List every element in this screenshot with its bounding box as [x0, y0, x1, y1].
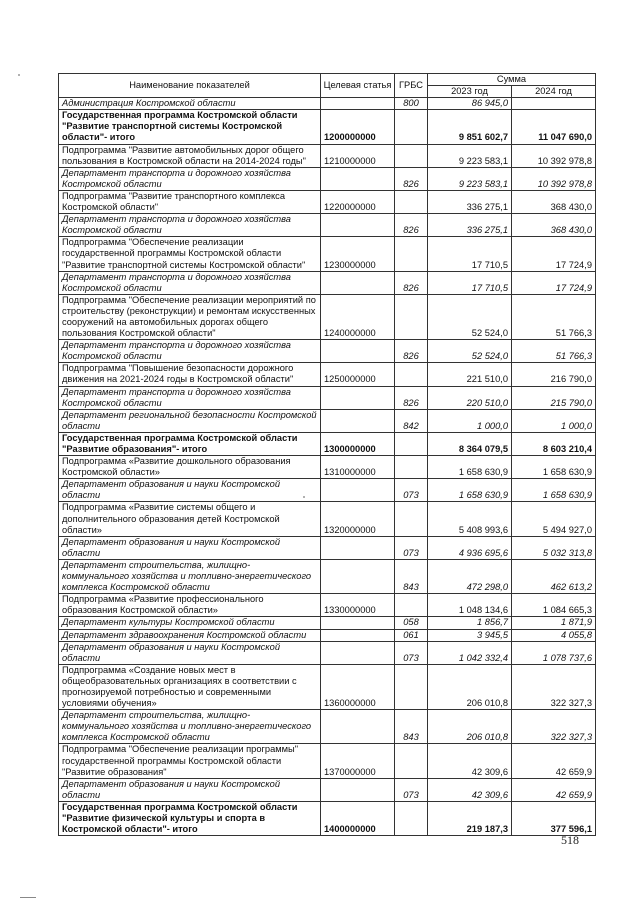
row-grbs: 800: [395, 98, 428, 110]
budget-table: [58, 73, 596, 836]
row-sum-2023: 220 510,0: [428, 386, 512, 409]
row-sum-2023: 52 524,0: [428, 340, 512, 363]
header-target-article: Целевая статья: [321, 74, 395, 98]
row-sum-2023: 1 658 630,9: [428, 479, 512, 502]
row-grbs: 843: [395, 710, 428, 744]
row-sum-2024: 216 790,0: [512, 363, 596, 386]
subprogram-row: [59, 363, 596, 386]
row-target-article: [321, 98, 395, 110]
row-name: Департамент образования и науки Костромской области: [59, 641, 321, 664]
row-grbs: 058: [395, 617, 428, 629]
row-sum-2023: 8 364 079,5: [428, 432, 512, 455]
row-grbs: 842: [395, 409, 428, 432]
row-name: Подпрограмма "Обеспечение реализации государственной программы Костромской области "Развитие транспортной системы Костромской области": [59, 237, 321, 271]
department-row: [59, 479, 596, 502]
row-target-article: 1250000000: [321, 363, 395, 386]
table-body: [59, 98, 596, 836]
department-row: [59, 214, 596, 237]
subprogram-row: [59, 237, 596, 271]
row-grbs: [395, 744, 428, 778]
row-grbs: 826: [395, 386, 428, 409]
row-sum-2023: 1 000,0: [428, 409, 512, 432]
department-row: [59, 536, 596, 559]
subprogram-row: [59, 664, 596, 709]
row-target-article: 1360000000: [321, 664, 395, 709]
row-sum-2024: 215 790,0: [512, 386, 596, 409]
row-target-article: 1310000000: [321, 456, 395, 479]
row-grbs: 061: [395, 629, 428, 641]
row-sum-2023: 9 851 602,7: [428, 110, 512, 144]
row-target-article: 1320000000: [321, 502, 395, 536]
row-grbs: [395, 294, 428, 339]
row-target-article: 1210000000: [321, 144, 395, 167]
row-grbs: [395, 594, 428, 617]
page-number: 518: [561, 833, 579, 847]
row-name: Департамент транспорта и дорожного хозяйства Костромской области: [59, 167, 321, 190]
row-sum-2023: 4 936 695,6: [428, 536, 512, 559]
row-name: Департамент транспорта и дорожного хозяйства Костромской области: [59, 271, 321, 294]
subprogram-row: [59, 190, 596, 213]
row-sum-2023: 1 856,7: [428, 617, 512, 629]
row-sum-2023: 206 010,8: [428, 710, 512, 744]
row-target-article: [321, 617, 395, 629]
row-target-article: 1200000000: [321, 110, 395, 144]
row-sum-2023: 5 408 993,6: [428, 502, 512, 536]
row-target-article: 1220000000: [321, 190, 395, 213]
row-sum-2023: 9 223 583,1: [428, 144, 512, 167]
row-sum-2024: 51 766,3: [512, 294, 596, 339]
department-row: [59, 409, 596, 432]
row-target-article: [321, 167, 395, 190]
department-row: [59, 167, 596, 190]
department-row: [59, 559, 596, 593]
row-sum-2023: 1 042 332,4: [428, 641, 512, 664]
row-sum-2023: 1 658 630,9: [428, 456, 512, 479]
row-name: Департамент здравоохранения Костромской области: [59, 629, 321, 641]
row-name: Подпрограмма «Развитие профессионального образования Костромской области»: [59, 594, 321, 617]
subprogram-row: [59, 144, 596, 167]
subprogram-row: [59, 502, 596, 536]
row-grbs: 073: [395, 536, 428, 559]
row-target-article: 1300000000: [321, 432, 395, 455]
program-row: [59, 801, 596, 835]
row-sum-2024: 1 658 630,9: [512, 456, 596, 479]
row-sum-2024: 462 613,2: [512, 559, 596, 593]
row-sum-2023: 42 309,6: [428, 744, 512, 778]
row-grbs: [395, 110, 428, 144]
department-row: [59, 340, 596, 363]
department-row: [59, 617, 596, 629]
row-name: Подпрограмма «Создание новых мест в общеобразовательных организациях в соответствии с прогнозируемой потребностью и современными условиями обучения»: [59, 664, 321, 709]
scan-edge-mark: [20, 897, 36, 898]
row-name: Государственная программа Костромской области "Развитие физической культуры и спорта в Костромской области"- итого: [59, 801, 321, 835]
row-sum-2024: 8 603 210,4: [512, 432, 596, 455]
row-grbs: 826: [395, 214, 428, 237]
row-target-article: [321, 214, 395, 237]
row-name: Департамент образования и науки Костромской области: [59, 778, 321, 801]
row-grbs: 073: [395, 778, 428, 801]
row-grbs: 826: [395, 271, 428, 294]
program-row: [59, 432, 596, 455]
row-grbs: [395, 190, 428, 213]
subprogram-row: [59, 594, 596, 617]
row-name: Администрация Костромской области: [59, 98, 321, 110]
program-row: [59, 110, 596, 144]
row-sum-2024: 1 084 665,3: [512, 594, 596, 617]
row-grbs: 826: [395, 340, 428, 363]
row-sum-2023: 3 945,5: [428, 629, 512, 641]
row-sum-2023: 1 048 134,6: [428, 594, 512, 617]
row-name: Подпрограмма "Обеспечение реализации мероприятий по строительству (реконструкции) и ремонтам искусственных сооружений на автомобильных дорогах общего пользования Костромской области": [59, 294, 321, 339]
row-target-article: [321, 629, 395, 641]
row-target-article: [321, 479, 395, 502]
row-sum-2023: 221 510,0: [428, 363, 512, 386]
table-header: [59, 74, 596, 98]
row-name: Подпрограмма "Повышение безопасности дорожного движения на 2021-2024 годы в Костромской области": [59, 363, 321, 386]
row-name: Департамент строительства, жилищно-коммунального хозяйства и топливно-энергетического комплекса Костромской области: [59, 559, 321, 593]
row-sum-2024: 17 724,9: [512, 237, 596, 271]
row-sum-2023: 206 010,8: [428, 664, 512, 709]
row-sum-2023: 52 524,0: [428, 294, 512, 339]
row-sum-2023: 17 710,5: [428, 237, 512, 271]
row-sum-2024: 368 430,0: [512, 214, 596, 237]
row-sum-2024: 322 327,3: [512, 664, 596, 709]
row-sum-2024: 1 000,0: [512, 409, 596, 432]
row-grbs: [395, 363, 428, 386]
row-sum-2023: 17 710,5: [428, 271, 512, 294]
row-target-article: [321, 536, 395, 559]
row-sum-2023: 42 309,6: [428, 778, 512, 801]
row-sum-2024: 377 596,1: [512, 801, 596, 835]
row-name: Подпрограмма "Развитие автомобильных дорог общего пользования в Костромской области на 2014-2024 годы": [59, 144, 321, 167]
header-grbs: ГРБС: [395, 74, 428, 98]
row-sum-2024: 5 032 313,8: [512, 536, 596, 559]
row-grbs: [395, 502, 428, 536]
row-grbs: [395, 144, 428, 167]
row-target-article: 1230000000: [321, 237, 395, 271]
row-name: Департамент региональной безопасности Костромской области: [59, 409, 321, 432]
row-name: Подпрограмма «Развитие дошкольного образования Костромской области»: [59, 456, 321, 479]
row-grbs: [395, 664, 428, 709]
department-row: [59, 98, 596, 110]
row-target-article: [321, 641, 395, 664]
row-sum-2024: [512, 98, 596, 110]
header-year-2023: 2023 год: [428, 86, 512, 98]
row-sum-2024: 1 658 630,9: [512, 479, 596, 502]
row-name: Департамент транспорта и дорожного хозяйства Костромской области: [59, 214, 321, 237]
row-name: Подпрограмма "Развитие транспортного комплекса Костромской области": [59, 190, 321, 213]
row-name: Департамент культуры Костромской области: [59, 617, 321, 629]
row-target-article: 1370000000: [321, 744, 395, 778]
department-row: [59, 629, 596, 641]
row-grbs: [395, 432, 428, 455]
row-sum-2024: 11 047 690,0: [512, 110, 596, 144]
subprogram-row: [59, 744, 596, 778]
header-name: Наименование показателей: [59, 74, 321, 98]
row-name: Департамент образования и науки Костромской области: [59, 536, 321, 559]
row-sum-2024: 10 392 978,8: [512, 144, 596, 167]
row-sum-2024: 322 327,3: [512, 710, 596, 744]
row-sum-2023: 336 275,1: [428, 190, 512, 213]
row-sum-2024: 4 055,8: [512, 629, 596, 641]
row-target-article: 1240000000: [321, 294, 395, 339]
row-target-article: [321, 710, 395, 744]
row-sum-2023: 86 945,0: [428, 98, 512, 110]
row-grbs: 843: [395, 559, 428, 593]
department-row: [59, 710, 596, 744]
row-name: Департамент транспорта и дорожного хозяйства Костромской области: [59, 340, 321, 363]
row-grbs: 073: [395, 479, 428, 502]
department-row: [59, 271, 596, 294]
row-sum-2024: 1 078 737,6: [512, 641, 596, 664]
row-sum-2023: 9 223 583,1: [428, 167, 512, 190]
department-row: [59, 778, 596, 801]
header-year-2024: 2024 год: [512, 86, 596, 98]
row-sum-2024: 42 659,9: [512, 778, 596, 801]
row-sum-2023: 472 298,0: [428, 559, 512, 593]
header-sum: Сумма: [428, 74, 596, 86]
department-row: [59, 641, 596, 664]
row-grbs: 073: [395, 641, 428, 664]
row-sum-2024: 1 871,9: [512, 617, 596, 629]
row-name: Подпрограмма «Развитие системы общего и дополнительного образования детей Костромской области»: [59, 502, 321, 536]
row-target-article: 1400000000: [321, 801, 395, 835]
row-grbs: 826: [395, 167, 428, 190]
row-name: Государственная программа Костромской области "Развитие образования"- итого: [59, 432, 321, 455]
row-sum-2024: 10 392 978,8: [512, 167, 596, 190]
row-target-article: [321, 409, 395, 432]
department-row: [59, 386, 596, 409]
row-target-article: [321, 559, 395, 593]
row-target-article: [321, 778, 395, 801]
row-target-article: 1330000000: [321, 594, 395, 617]
row-sum-2024: 42 659,9: [512, 744, 596, 778]
row-name: Департамент транспорта и дорожного хозяйства Костромской области: [59, 386, 321, 409]
row-sum-2024: 51 766,3: [512, 340, 596, 363]
row-sum-2024: 5 494 927,0: [512, 502, 596, 536]
row-name: Департамент строительства, жилищно-коммунального хозяйства и топливно-энергетического комплекса Костромской области: [59, 710, 321, 744]
row-sum-2023: 219 187,3: [428, 801, 512, 835]
row-target-article: [321, 340, 395, 363]
row-sum-2024: 368 430,0: [512, 190, 596, 213]
row-grbs: [395, 456, 428, 479]
scan-speck: [18, 74, 20, 76]
subprogram-row: [59, 456, 596, 479]
subprogram-row: [59, 294, 596, 339]
row-name: Подпрограмма "Обеспечение реализации программы" государственной программы Костромской области "Развитие образования": [59, 744, 321, 778]
row-name: Государственная программа Костромской области "Развитие транспортной системы Костромской области"- итого: [59, 110, 321, 144]
row-target-article: [321, 271, 395, 294]
row-sum-2023: 336 275,1: [428, 214, 512, 237]
row-sum-2024: 17 724,9: [512, 271, 596, 294]
row-grbs: [395, 237, 428, 271]
row-target-article: [321, 386, 395, 409]
row-grbs: [395, 801, 428, 835]
row-name: Департамент образования и науки Костромской области: [59, 479, 321, 502]
